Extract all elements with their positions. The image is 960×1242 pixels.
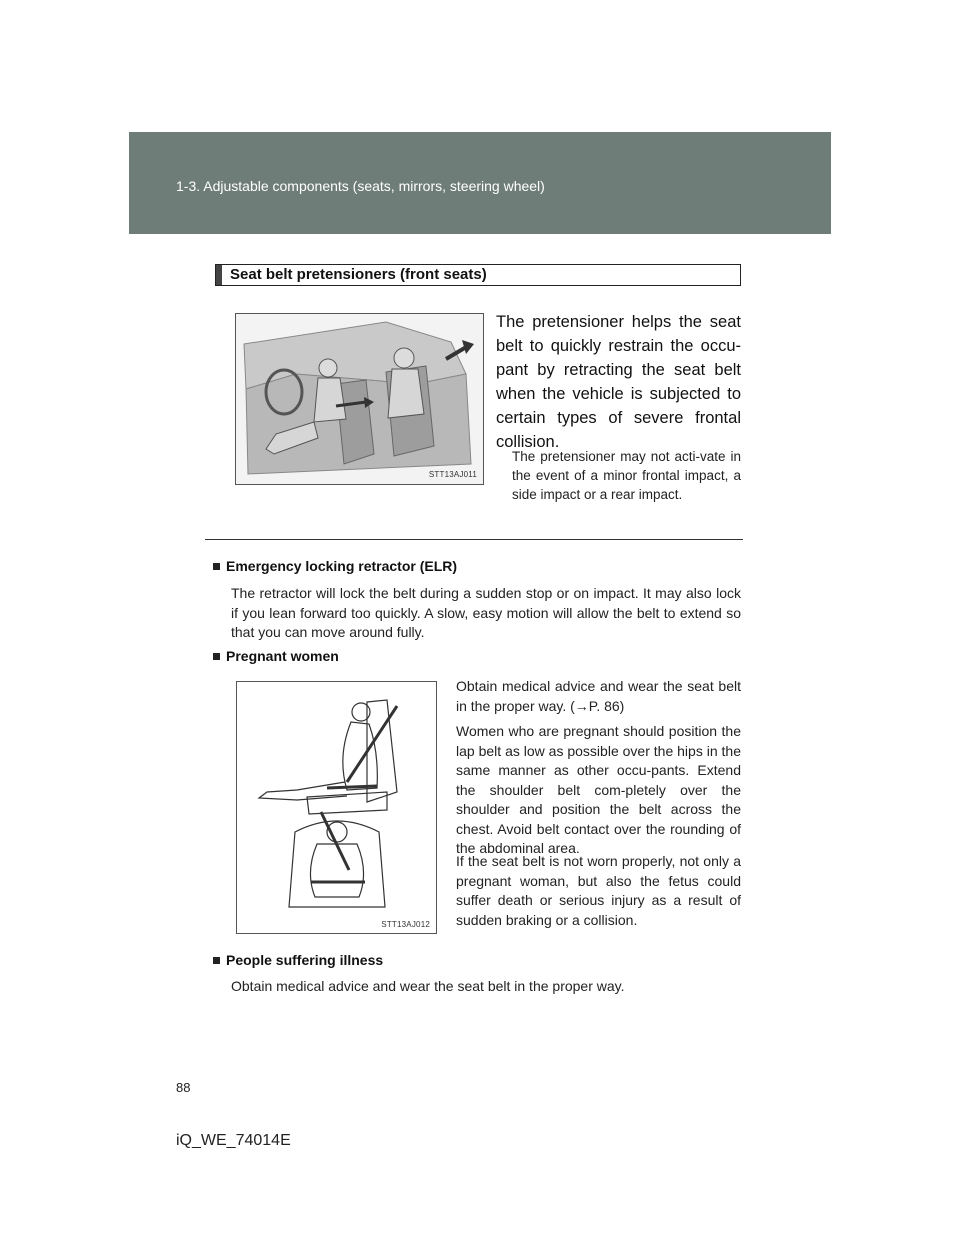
pregnant-para-3: If the seat belt is not worn properly, not only a pregnant woman, but also the fetus could suffer death or serious injury as a result of sudden braking or a collision. <box>456 853 741 928</box>
figure-code: STT13AJ012 <box>381 920 430 929</box>
pregnant-illustration <box>236 681 437 934</box>
elr-heading <box>213 558 457 574</box>
illness-text: Obtain medical advice and wear the seat belt in the proper way. <box>231 978 625 994</box>
car-interior-drawing <box>236 314 484 485</box>
intro-note: The pretensioner may not acti-vate in the event of a minor frontal impact, a side impact or a rear impact. <box>512 449 741 502</box>
breadcrumb: 1-3. Adjustable components (seats, mirrors, steering wheel) <box>176 178 545 194</box>
bullet-square-icon <box>213 653 220 660</box>
pregnant-para-2: Women who are pregnant should position the lap belt as low as possible over the hips in the same manner as other occu-pants. Extend the shoulder belt com-pletely over the shoulder and position the belt across the chest. Avoid belt contact over the rounding of the abdominal area. <box>456 723 741 856</box>
illness-title: People suffering illness <box>226 952 384 968</box>
section-heading <box>215 264 741 286</box>
elr-text: The retractor will lock the belt during a sudden stop or on impact. It may also lock if you lean forward too quickly. A slow, easy motion will allow the belt to extend so that you can move around fully. <box>231 585 741 640</box>
bullet-square-icon <box>213 957 220 964</box>
figure-code: STT13AJ011 <box>428 470 477 479</box>
page-number: 88 <box>176 1080 191 1095</box>
pregnant-para-1: Obtain medical advice and wear the seat belt in the proper way. (→P. 86) <box>456 678 741 714</box>
pregnant-belt-drawing <box>237 682 437 934</box>
section-title: Seat belt pretensioners (front seats) <box>230 266 487 283</box>
pretensioner-illustration <box>235 313 484 485</box>
section-divider <box>205 539 743 540</box>
pregnant-title: Pregnant women <box>226 648 339 664</box>
illness-heading <box>213 952 383 968</box>
intro-text: The pretensioner helps the seat belt to quickly restrain the occu-pant by retracting the seat belt when the vehicle is subjected to certain types of severe frontal collision. <box>496 313 741 451</box>
section-heading-bar <box>216 265 222 285</box>
pregnant-heading <box>213 648 339 664</box>
document-code: iQ_WE_74014E <box>176 1132 291 1149</box>
elr-title: Emergency locking retractor (ELR) <box>226 558 458 574</box>
bullet-square-icon <box>213 563 220 570</box>
